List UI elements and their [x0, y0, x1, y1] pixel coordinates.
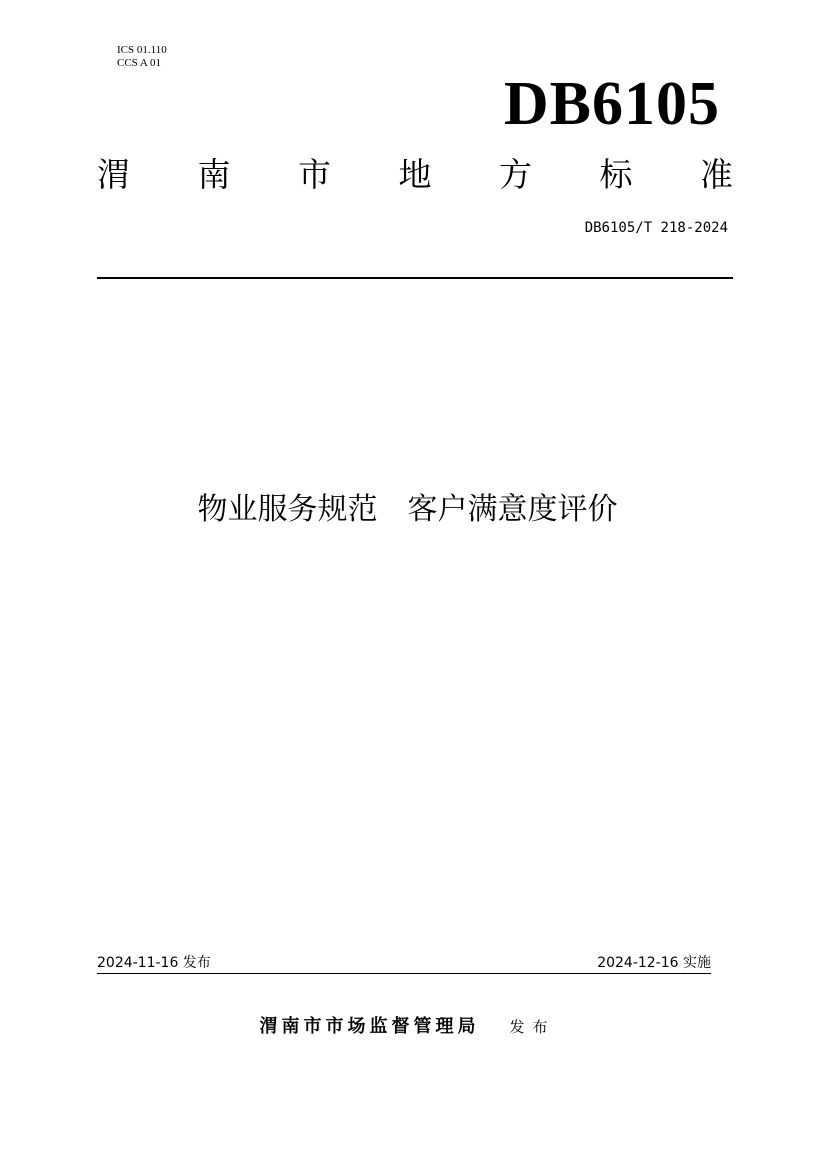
db-code: DB6105	[503, 70, 720, 138]
ccs-code: CCS A 01	[117, 57, 162, 69]
header-divider	[97, 277, 733, 279]
standard-title-char: 准	[700, 155, 733, 194]
classification-codes	[117, 44, 167, 70]
document-title: 物业服务规范 客户满意度评价	[197, 492, 618, 527]
publisher-line	[0, 1013, 815, 1041]
standard-title-char: 市	[298, 155, 331, 194]
release-date: 2024-11-16 发布	[97, 955, 211, 971]
standard-title-char: 方	[499, 155, 532, 194]
standard-title-char: 渭	[97, 155, 130, 194]
publisher-name: 渭南市市场监督管理局	[259, 1016, 480, 1037]
ics-code: ICS 01.110	[117, 44, 167, 56]
standard-title-char: 标	[599, 155, 633, 194]
standard-number: DB6105/T 218-2024	[584, 220, 728, 236]
standard-title	[97, 155, 733, 195]
standard-title-char: 南	[197, 155, 231, 194]
publish-label: 发布	[509, 1018, 556, 1036]
date-line	[97, 953, 711, 974]
standard-title-char: 地	[398, 155, 432, 194]
implement-date: 2024-12-16 实施	[597, 955, 711, 971]
